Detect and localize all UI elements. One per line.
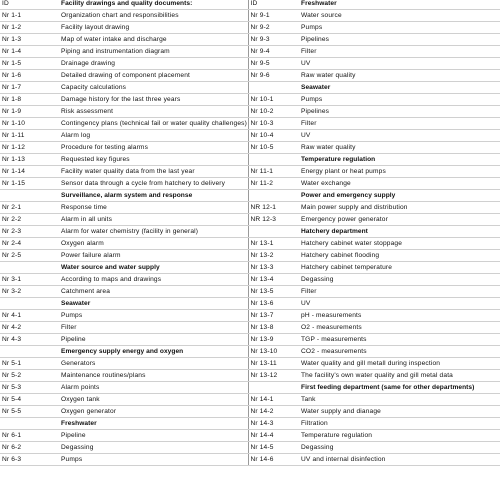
right-id-cell: NR 12-1 [248,202,299,214]
right-id-cell: Nr 13-2 [248,250,299,262]
left-id-cell: Nr 1-10 [0,118,59,130]
table-row [0,358,500,370]
right-description-cell: The facility's own water quality and gill metal data [299,370,500,382]
table-row [0,202,500,214]
left-description-cell: Contingency plans (technical fail or water quality challenges) [59,118,248,130]
table-row [0,0,500,10]
table-row [0,130,500,142]
left-id-cell: Nr 2-5 [0,250,59,262]
right-description-cell: UV [299,298,500,310]
table-row [0,346,500,358]
right-id-cell: Nr 10-4 [248,130,299,142]
table-row [0,370,500,382]
left-id-cell: Nr 1-3 [0,34,59,46]
table-row [0,10,500,22]
table-row [0,262,500,274]
right-description-cell: Filter [299,118,500,130]
right-id-cell: Nr 14-2 [248,406,299,418]
table-row [0,274,500,286]
right-id-cell: Nr 11-1 [248,166,299,178]
right-description-cell: Hatchery cabinet temperature [299,262,500,274]
left-id-cell: Nr 1-14 [0,166,59,178]
left-description-cell: Pumps [59,454,248,466]
right-description-cell: Power and emergency supply [299,190,500,202]
right-description-cell: Pumps [299,94,500,106]
table-row [0,190,500,202]
left-description-cell: Water source and water supply [59,262,248,274]
table-row [0,58,500,70]
left-id-cell: Nr 2-2 [0,214,59,226]
left-description-cell: Pipeline [59,430,248,442]
table-row [0,334,500,346]
right-description-cell: Raw water quality [299,70,500,82]
left-description-cell: Pipeline [59,334,248,346]
table-row [0,94,500,106]
right-description-cell: Filter [299,46,500,58]
right-id-cell: Nr 14-6 [248,454,299,466]
left-description-cell: Facility water quality data from the last year [59,166,248,178]
right-id-cell [248,82,299,94]
table-row [0,70,500,82]
left-description-cell: Sensor data through a cycle from hatchery to delivery [59,178,248,190]
right-description-cell: pH - measurements [299,310,500,322]
left-id-cell: Nr 1-8 [0,94,59,106]
right-id-cell: Nr 9-1 [248,10,299,22]
left-description-cell: Emergency supply energy and oxygen [59,346,248,358]
left-id-cell: Nr 1-7 [0,82,59,94]
right-id-cell: Nr 13-9 [248,334,299,346]
right-description-cell: Pumps [299,22,500,34]
right-id-cell: Nr 10-1 [248,94,299,106]
right-description-cell: Tank [299,394,500,406]
left-id-cell: Nr 1-15 [0,178,59,190]
right-id-cell: Nr 14-5 [248,442,299,454]
right-id-cell: Nr 11-2 [248,178,299,190]
right-description-cell: Degassing [299,274,500,286]
left-id-cell: Nr 5-5 [0,406,59,418]
right-description-cell: CO2 - measurements [299,346,500,358]
left-id-cell: ID [0,0,59,10]
left-description-cell: According to maps and drawings [59,274,248,286]
right-id-cell: Nr 9-6 [248,70,299,82]
left-id-cell [0,190,59,202]
left-description-cell: Maintenance routines/plans [59,370,248,382]
left-description-cell: Pumps [59,310,248,322]
table-row [0,166,500,178]
right-description-cell: Water quality and gill metall during inspection [299,358,500,370]
left-id-cell: Nr 1-9 [0,106,59,118]
left-description-cell: Facility layout drawing [59,22,248,34]
left-description-cell: Filter [59,322,248,334]
left-description-cell: Risk assessment [59,106,248,118]
left-description-cell: Power failure alarm [59,250,248,262]
left-description-cell: Organization chart and responsibilities [59,10,248,22]
right-id-cell: Nr 13-7 [248,310,299,322]
right-description-cell: Degassing [299,442,500,454]
table-row [0,430,500,442]
left-description-cell: Capacity calculations [59,82,248,94]
left-description-cell: Detailed drawing of component placement [59,70,248,82]
right-description-cell: Seawater [299,82,500,94]
left-id-cell: Nr 4-3 [0,334,59,346]
left-id-cell: Nr 2-4 [0,238,59,250]
right-description-cell: Freshwater [299,0,500,10]
right-id-cell: Nr 13-6 [248,298,299,310]
table-row [0,178,500,190]
left-id-cell: Nr 5-2 [0,370,59,382]
left-description-cell: Oxygen generator [59,406,248,418]
right-id-cell: NR 12-3 [248,214,299,226]
table-row [0,394,500,406]
right-description-cell: Filtration [299,418,500,430]
left-id-cell: Nr 6-3 [0,454,59,466]
left-description-cell: Catchment area [59,286,248,298]
right-description-cell: Emergency power generator [299,214,500,226]
right-description-cell: UV [299,130,500,142]
left-id-cell: Nr 2-1 [0,202,59,214]
table-row [0,82,500,94]
left-description-cell: Degassing [59,442,248,454]
right-description-cell: Filter [299,286,500,298]
right-id-cell [248,226,299,238]
table-row [0,442,500,454]
table-row [0,154,500,166]
right-description-cell: Main power supply and distribution [299,202,500,214]
left-id-cell: Nr 3-1 [0,274,59,286]
right-id-cell: Nr 13-11 [248,358,299,370]
table-row [0,250,500,262]
left-description-cell: Facility drawings and quality documents: [59,0,248,10]
right-description-cell: Hatchery cabinet flooding [299,250,500,262]
left-description-cell: Freshwater [59,418,248,430]
right-id-cell: Nr 9-2 [248,22,299,34]
right-id-cell [248,154,299,166]
left-id-cell: Nr 1-12 [0,142,59,154]
right-description-cell: Hatchery department [299,226,500,238]
left-description-cell: Oxygen tank [59,394,248,406]
table-row [0,226,500,238]
right-description-cell: Pipelines [299,34,500,46]
table-row [0,382,500,394]
right-description-cell: Temperature regulation [299,154,500,166]
table-row [0,454,500,466]
right-description-cell: O2 - measurements [299,322,500,334]
left-id-cell [0,346,59,358]
left-id-cell [0,298,59,310]
right-id-cell: Nr 10-3 [248,118,299,130]
left-id-cell: Nr 1-13 [0,154,59,166]
table-row [0,406,500,418]
left-id-cell: Nr 1-5 [0,58,59,70]
right-id-cell: Nr 14-1 [248,394,299,406]
left-description-cell: Damage history for the last three years [59,94,248,106]
table-row [0,22,500,34]
left-description-cell: Drainage drawing [59,58,248,70]
table-row [0,298,500,310]
table-row [0,238,500,250]
left-id-cell: Nr 1-11 [0,130,59,142]
left-description-cell: Oxygen alarm [59,238,248,250]
left-id-cell: Nr 3-2 [0,286,59,298]
right-id-cell: Nr 13-10 [248,346,299,358]
right-description-cell: Water supply and dianage [299,406,500,418]
right-id-cell: Nr 13-3 [248,262,299,274]
table-row [0,322,500,334]
table-row [0,310,500,322]
right-id-cell: ID [248,0,299,10]
left-id-cell: Nr 5-4 [0,394,59,406]
left-description-cell: Piping and instrumentation diagram [59,46,248,58]
right-id-cell: Nr 13-1 [248,238,299,250]
right-id-cell: Nr 13-8 [248,322,299,334]
left-id-cell [0,262,59,274]
right-id-cell: Nr 10-5 [248,142,299,154]
table-row [0,286,500,298]
left-id-cell: Nr 1-1 [0,10,59,22]
left-id-cell: Nr 2-3 [0,226,59,238]
right-description-cell: First feeding department (same for other departments) [299,382,500,394]
right-description-cell: Hatchery cabinet water stoppage [299,238,500,250]
right-description-cell: Raw water quality [299,142,500,154]
right-id-cell: Nr 13-5 [248,286,299,298]
left-description-cell: Seawater [59,298,248,310]
right-id-cell: Nr 9-3 [248,34,299,46]
table-row [0,214,500,226]
left-id-cell [0,418,59,430]
right-description-cell: Energy plant or heat pumps [299,166,500,178]
left-id-cell: Nr 4-2 [0,322,59,334]
left-description-cell: Response time [59,202,248,214]
right-description-cell: UV [299,58,500,70]
right-description-cell: TGP - measurements [299,334,500,346]
right-id-cell [248,382,299,394]
table-row [0,106,500,118]
left-description-cell: Generators [59,358,248,370]
right-id-cell: Nr 13-4 [248,274,299,286]
right-description-cell: Water source [299,10,500,22]
left-description-cell: Map of water intake and discharge [59,34,248,46]
right-description-cell: Temperature regulation [299,430,500,442]
right-id-cell: Nr 14-3 [248,418,299,430]
right-id-cell: Nr 10-2 [248,106,299,118]
table-row [0,142,500,154]
left-description-cell: Requested key figures [59,154,248,166]
right-description-cell: Pipelines [299,106,500,118]
left-description-cell: Alarm log [59,130,248,142]
left-description-cell: Alarm points [59,382,248,394]
right-id-cell [248,190,299,202]
right-id-cell: Nr 14-4 [248,430,299,442]
right-description-cell: UV and internal disinfection [299,454,500,466]
right-id-cell: Nr 13-12 [248,370,299,382]
left-id-cell: Nr 1-6 [0,70,59,82]
left-description-cell: Procedure for testing alarms [59,142,248,154]
right-description-cell: Water exchange [299,178,500,190]
left-description-cell: Alarm for water chemistry (facility in general) [59,226,248,238]
left-id-cell: Nr 6-1 [0,430,59,442]
table-row [0,46,500,58]
left-id-cell: Nr 6-2 [0,442,59,454]
table-row [0,118,500,130]
left-description-cell: Alarm in all units [59,214,248,226]
left-id-cell: Nr 4-1 [0,310,59,322]
left-id-cell: Nr 5-3 [0,382,59,394]
table-row [0,418,500,430]
right-id-cell: Nr 9-5 [248,58,299,70]
table-row [0,34,500,46]
left-description-cell: Surveillance, alarm system and response [59,190,248,202]
left-id-cell: Nr 1-4 [0,46,59,58]
left-id-cell: Nr 5-1 [0,358,59,370]
right-id-cell: Nr 9-4 [248,46,299,58]
left-id-cell: Nr 1-2 [0,22,59,34]
